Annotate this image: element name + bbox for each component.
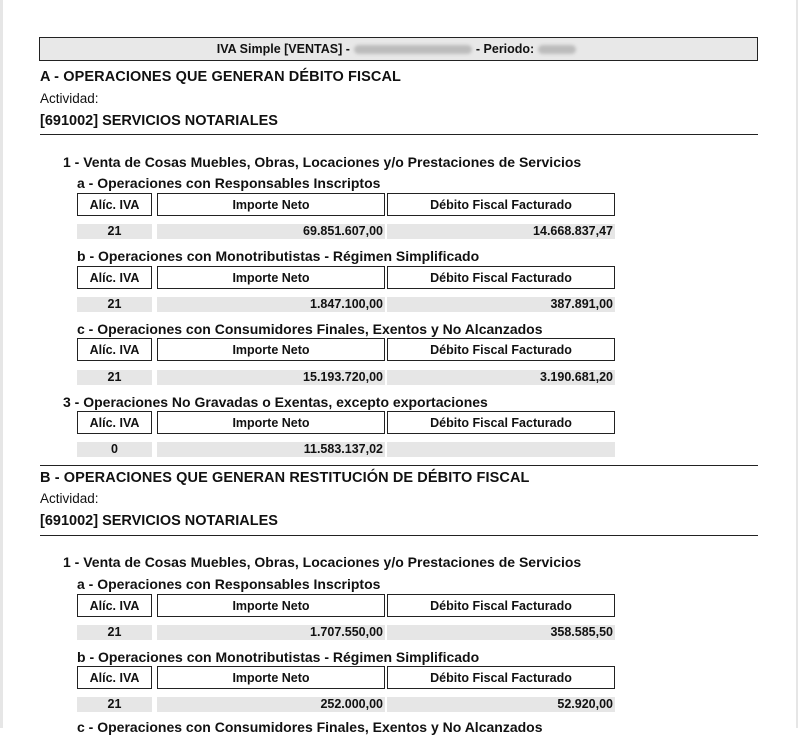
section-b-sub-b-title: b - Operaciones con Monotributistas - Régimen Simplificado — [77, 649, 480, 665]
col-header-alic: Alíc. IVA — [77, 338, 152, 361]
cell-alic: 21 — [77, 297, 152, 312]
section-a-sub-a-title: a - Operaciones con Responsables Inscriptos — [77, 175, 381, 191]
col-header-importe: Importe Neto — [157, 193, 385, 216]
col-header-debito: Débito Fiscal Facturado — [387, 193, 615, 216]
cell-alic: 21 — [77, 625, 152, 640]
cell-alic: 21 — [77, 224, 152, 239]
col-header-debito: Débito Fiscal Facturado — [387, 666, 615, 689]
section-a-item3-heading: 3 - Operaciones No Gravadas o Exentas, excepto exportaciones — [63, 394, 488, 410]
cell-importe: 1.707.550,00 — [157, 625, 385, 640]
col-header-alic: Alíc. IVA — [77, 193, 152, 216]
col-header-importe: Importe Neto — [157, 666, 385, 689]
report-period-label: - Periodo: — [475, 42, 535, 56]
col-header-debito: Débito Fiscal Facturado — [387, 338, 615, 361]
page-edge-left — [0, 0, 3, 728]
col-header-alic: Alíc. IVA — [77, 411, 152, 434]
redacted-period — [538, 45, 576, 54]
cell-debito: 358.585,50 — [387, 625, 615, 640]
section-a-item1-heading: 1 - Venta de Cosas Muebles, Obras, Locaciones y/o Prestaciones de Servicios — [63, 154, 582, 170]
section-a-divider — [40, 134, 758, 135]
section-a-heading: A - OPERACIONES QUE GENERAN DÉBITO FISCAL — [40, 69, 401, 85]
section-b-divider — [40, 535, 758, 536]
section-b-heading: B - OPERACIONES QUE GENERAN RESTITUCIÓN DE DÉBITO FISCAL — [40, 470, 530, 486]
cell-alic: 0 — [77, 442, 152, 457]
cell-importe: 1.847.100,00 — [157, 297, 385, 312]
section-b-item1-heading: 1 - Venta de Cosas Muebles, Obras, Locaciones y/o Prestaciones de Servicios — [63, 554, 582, 570]
cell-alic: 21 — [77, 370, 152, 385]
col-header-alic: Alíc. IVA — [77, 594, 152, 617]
col-header-importe: Importe Neto — [157, 411, 385, 434]
section-b-sub-c-title: c - Operaciones con Consumidores Finales, Exentos y No Alcanzados — [77, 719, 543, 735]
redacted-name — [354, 45, 472, 54]
cell-debito — [387, 442, 615, 457]
section-divider — [40, 465, 758, 466]
report-title-prefix: IVA Simple [VENTAS] - — [216, 42, 350, 56]
section-a-sub-b-title: b - Operaciones con Monotributistas - Régimen Simplificado — [77, 248, 480, 264]
col-header-importe: Importe Neto — [157, 594, 385, 617]
section-a-actividad-label: Actividad: — [40, 91, 99, 106]
col-header-importe: Importe Neto — [157, 266, 385, 289]
cell-debito: 52.920,00 — [387, 697, 615, 712]
cell-alic: 21 — [77, 697, 152, 712]
cell-importe: 15.193.720,00 — [157, 370, 385, 385]
cell-debito: 14.668.837,47 — [387, 224, 615, 239]
section-b-activity: [691002] SERVICIOS NOTARIALES — [40, 513, 278, 529]
section-b-actividad-label: Actividad: — [40, 491, 99, 506]
report-title-box — [39, 37, 758, 61]
cell-importe: 252.000,00 — [157, 697, 385, 712]
col-header-debito: Débito Fiscal Facturado — [387, 266, 615, 289]
cell-importe: 11.583.137,02 — [157, 442, 385, 457]
col-header-debito: Débito Fiscal Facturado — [387, 594, 615, 617]
col-header-debito: Débito Fiscal Facturado — [387, 411, 615, 434]
col-header-alic: Alíc. IVA — [77, 666, 152, 689]
cell-debito: 387.891,00 — [387, 297, 615, 312]
section-a-activity: [691002] SERVICIOS NOTARIALES — [40, 113, 278, 129]
section-b-sub-a-title: a - Operaciones con Responsables Inscriptos — [77, 576, 381, 592]
cell-debito: 3.190.681,20 — [387, 370, 615, 385]
section-a-sub-c-title: c - Operaciones con Consumidores Finales, Exentos y No Alcanzados — [77, 321, 543, 337]
col-header-importe: Importe Neto — [157, 338, 385, 361]
col-header-alic: Alíc. IVA — [77, 266, 152, 289]
cell-importe: 69.851.607,00 — [157, 224, 385, 239]
